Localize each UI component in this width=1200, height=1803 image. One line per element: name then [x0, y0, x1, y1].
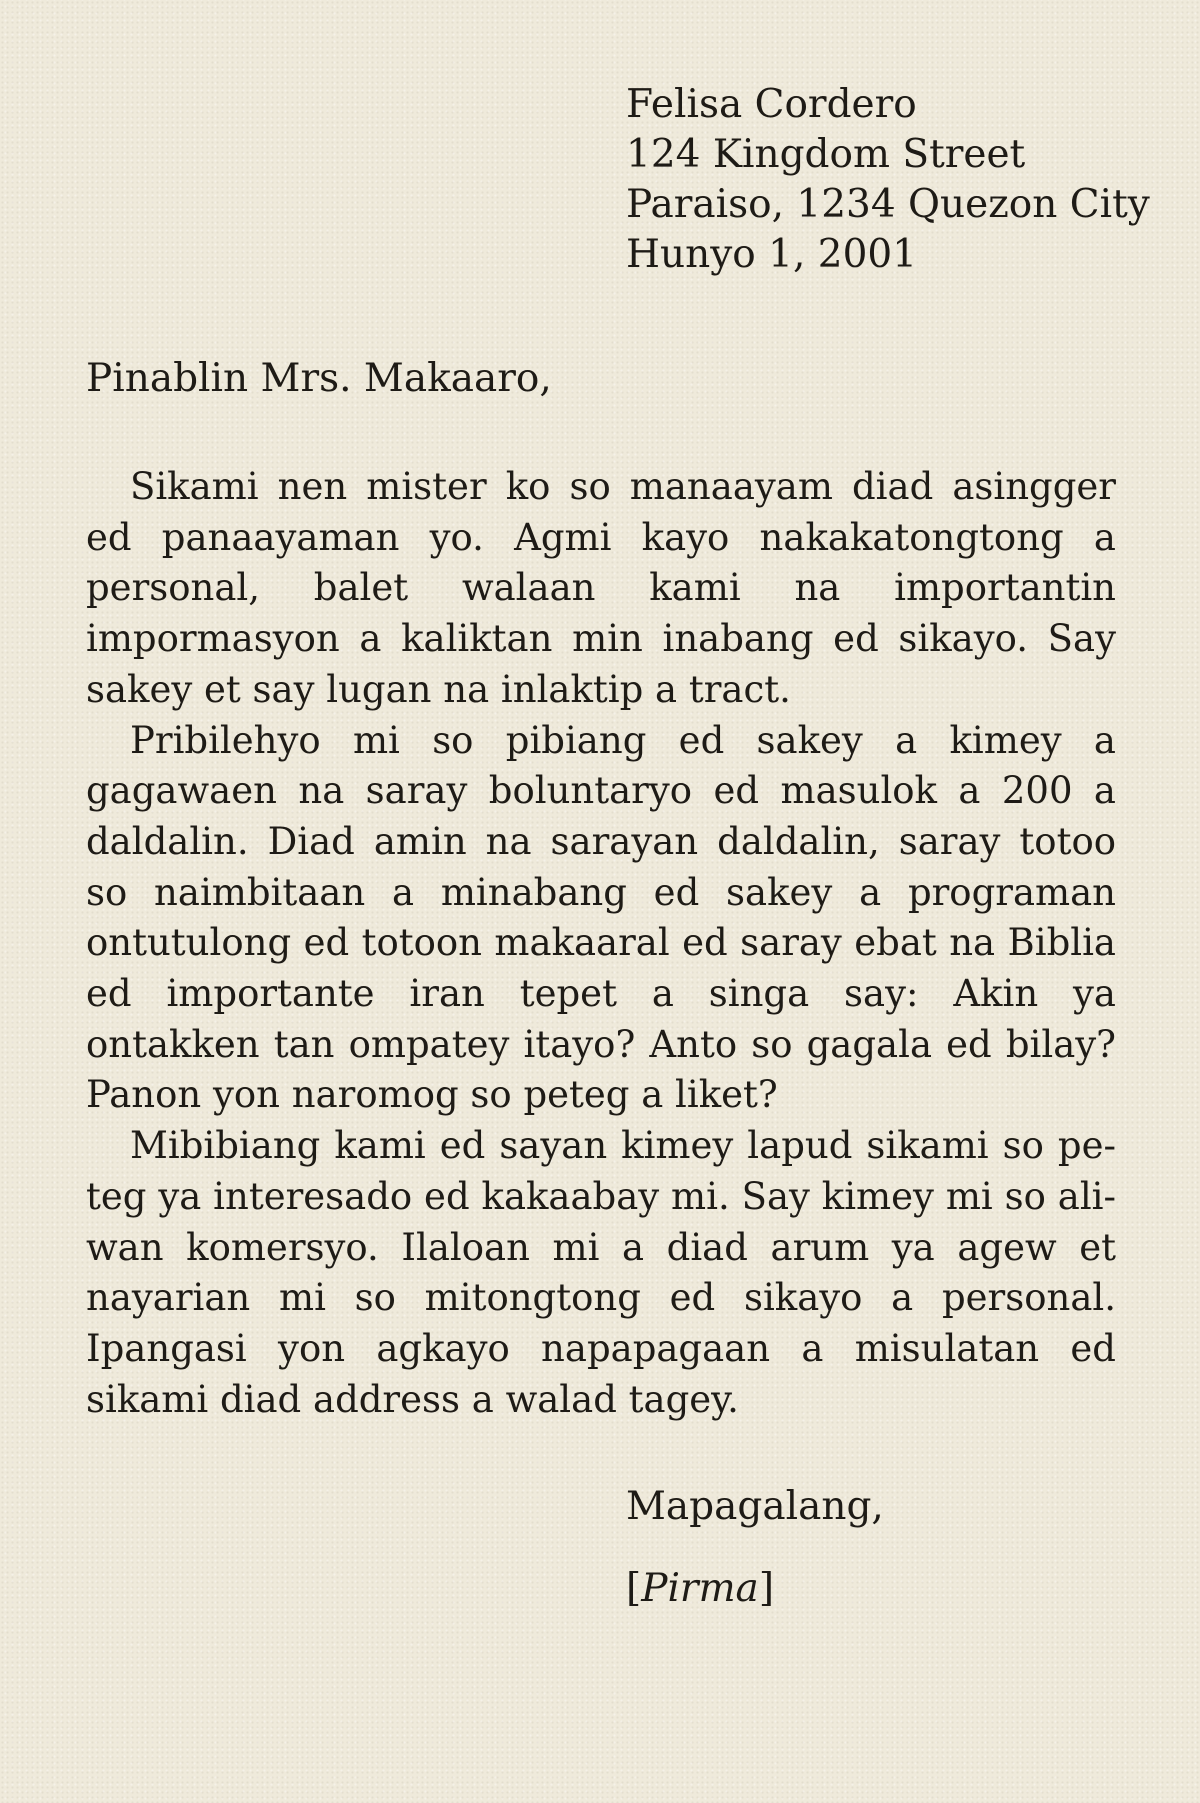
sender-name: Felisa Cordero — [626, 82, 917, 127]
closing: Mapagalang, — [626, 1484, 884, 1529]
salutation: Pinablin Mrs. Makaaro, — [86, 356, 552, 401]
signature-word: Pirma — [641, 1566, 759, 1611]
sender-city: Paraiso, 1234 Quezon City — [626, 182, 1150, 227]
signature-placeholder — [626, 1564, 774, 1614]
signature-open-bracket: [ — [626, 1566, 642, 1611]
body-paragraph-3: Mibibiang kami ed sayan kimey lapud sikami so peteg ya interesado ed kakaabay mi. Say kimey mi so aliwan komersyo. Ilaloan mi a diad arum ya agew et nayarian mi so mitongtong ed sikayo a personal. Ipangasi yon agkayo napapagaan a misulatan ed sikami diad address a walad tagey. — [86, 1124, 1116, 1421]
letter-date: Hunyo 1, 2001 — [626, 232, 918, 277]
body-paragraph-1: Sikami nen mister ko so manaayam diad asingger ed panaayaman yo. Agmi kayo nakakatongtong a personal, balet walaan kami na importantin impormasyon a kaliktan min inabang ed sikayo. Say sakey et say lugan na inlaktip a tract. — [86, 465, 1116, 711]
sender-address-block — [626, 80, 1150, 280]
body-paragraph-2: Pribilehyo mi so pibiang ed sakey a kimey a gagawaen na saray boluntaryo ed masulok a 200 a daldalin. Diad amin na sarayan daldalin, saray totoo so naimbitaan a minabang ed sakey a programan ontutulong ed totoon makaaral ed saray ebat na Biblia ed importante iran tepet a singa say: Akin ya ontakken tan ompatey itayo? Anto so gagala ed bilay? Panon yon naromog so peteg a liket? — [86, 718, 1116, 1117]
sender-street: 124 Kingdom Street — [626, 132, 1026, 177]
letter-body — [86, 462, 1116, 1425]
signature-close-bracket: ] — [758, 1566, 775, 1611]
